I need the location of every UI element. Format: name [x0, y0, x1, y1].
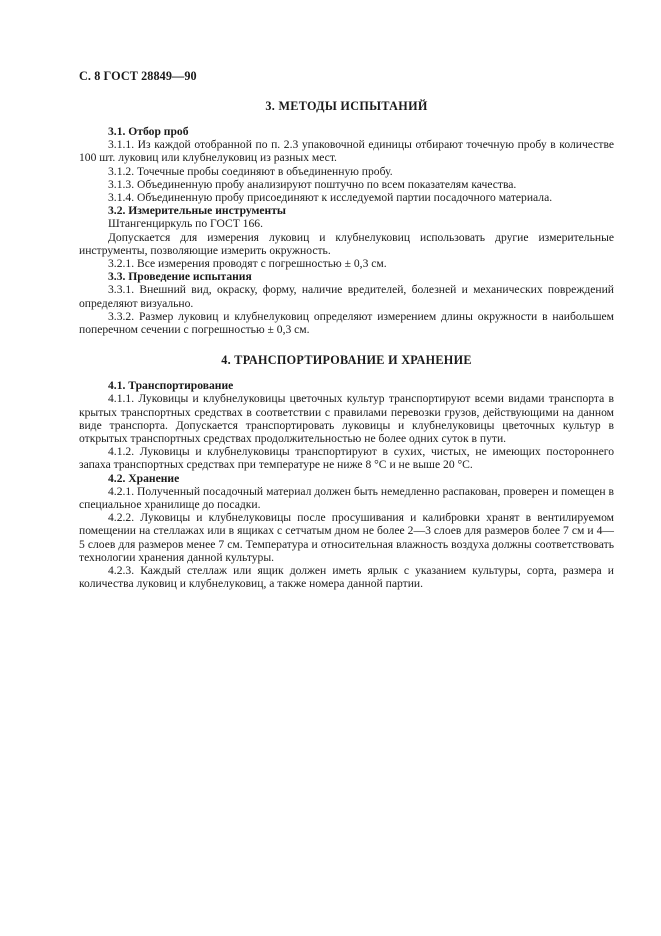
section-3-title: 3. МЕТОДЫ ИСПЫТАНИЙ [265, 99, 428, 113]
paragraph-3-2-instrument: Штангенциркуль по ГОСТ 166. [108, 217, 263, 231]
paragraph-3-1-3: 3.1.3. Объединенную пробу анализируют поштучно по всем показателям качества. [108, 177, 517, 191]
paragraph-3-3-1: 3.3.1. Внешний вид, окраску, форму, наличие вредителей, болезней и механических повреждений определяют визуально. [79, 283, 614, 310]
paragraph-4-2-2: 4.2.2. Луковицы и клубнелуковицы после просушивания и калибровки хранят в вентилируемом помещении на стеллажах или в ящиках с сетчатым дном не более 2—3 слоев для размеров более 7 см и 4—5 слоев для размеров менее 7 см. Температура и относительная влажность воздуха должны соответствовать технологии хранения данной культуры. [79, 511, 614, 564]
paragraph-3-3-2: 3.3.2. Размер луковиц и клубнелуковиц определяют измерением длины окружности в наибольшем поперечном сечении с погрешностью ± 0,3 см. [79, 309, 614, 337]
page-header: С. 8 ГОСТ 28849—90 [79, 69, 197, 83]
paragraph-3-2-1: 3.2.1. Все измерения проводят с погрешностью ± 0,3 см. [108, 257, 387, 271]
paragraph-3-2-allowed: Допускается для измерения луковиц и клубнелуковиц использовать другие измерительные инструменты, позволяющие измерить окружность. [79, 230, 614, 257]
subsection-4-1-title: 4.1. Транспортирование [108, 379, 234, 393]
subsection-3-1-title: 3.1. Отбор проб [108, 125, 189, 138]
paragraph-4-2-1: 4.2.1. Полученный посадочный материал должен быть немедленно распакован, проверен и помещен в специальное хранилище до посадки. [79, 484, 614, 512]
section-4-title: 4. ТРАНСПОРТИРОВАНИЕ И ХРАНЕНИЕ [221, 353, 472, 368]
subsection-4-2-title: 4.2. Хранение [108, 471, 180, 485]
subsection-3-2-title: 3.2. Измерительные инструменты [108, 204, 286, 218]
paragraph-3-1-2: 3.1.2. Точечные пробы соединяют в объединенную пробу. [108, 164, 393, 178]
section-4 [79, 353, 614, 590]
paragraph-4-1-1: 4.1.1. Луковицы и клубнелуковицы цветочных культур транспортируют всеми видами транспорта в крытых транспортных средствах в соответствии с правилами перевозки грузов, действующими на данном виде транспорта. Допускается транспортировать луковицы и клубнелуковицы цветочных культур в открытых транспортных средствах продолжительностью не более одних суток в пути. [79, 392, 614, 446]
subsection-3-3-title: 3.3. Проведение испытания [108, 270, 252, 284]
paragraph-3-1-4: 3.1.4. Объединенную пробу присоединяют к исследуемой партии посадочного материала. [108, 191, 553, 205]
section-3 [79, 99, 614, 336]
paragraph-4-1-2: 4.1.2. Луковицы и клубнелуковицы транспортируют в сухих, чистых, не имеющих постороннего запаха транспортных средствах при температуре не ниже 8 °С и не выше 20 °С. [79, 445, 614, 472]
paragraph-4-2-3: 4.2.3. Каждый стеллаж или ящик должен иметь ярлык с указанием культуры, сорта, размера и количества луковиц и клубнелуковиц, а также номера данной партии. [79, 564, 614, 591]
page-content [79, 99, 614, 591]
paragraph-3-1-1: 3.1.1. Из каждой отобранной по п. 2.3 упаковочной единицы отбирают точечную пробу в количестве 100 шт. луковиц или клубнелуковиц из разных мест. [79, 138, 614, 165]
